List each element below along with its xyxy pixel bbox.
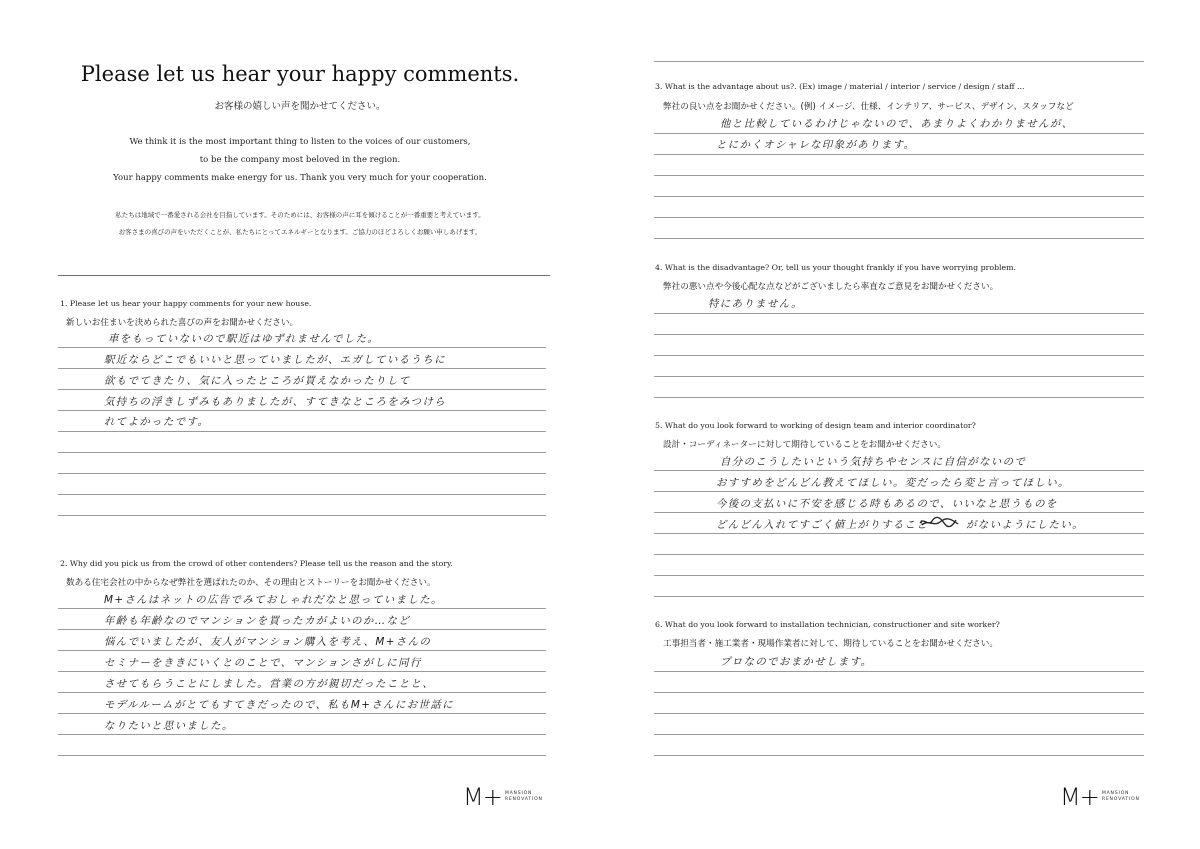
answer-line	[58, 671, 546, 672]
answer-line	[654, 596, 1144, 597]
answer-line	[654, 692, 1144, 693]
q3-answer-line: 他と比較しているわけじゃないので、あまりよくわかりませんが、	[720, 118, 1074, 130]
q3-title-jp: 弊社の良い点をお聞かせください。(例) イメージ、仕様、インテリア、サービス、デザイン、スタッフなど	[663, 102, 1074, 112]
q4-title: 4. What is the disadvantage? Or, tell us your thought frankly if you have worrying problem.	[655, 263, 1017, 272]
logo-text-line: RENOVATION	[1101, 797, 1140, 802]
answer-line	[654, 376, 1144, 377]
answer-line	[58, 368, 546, 369]
q1-answer-line: れてよかったです。	[104, 416, 210, 428]
q1-title-jp: 新しいお住まいを決められた喜びの声をお聞かせください。	[66, 318, 299, 328]
answer-line	[58, 410, 546, 411]
q5-answer-line: おすすめをどんどん教えてほしい。変だったら変と言ってほしい。	[716, 477, 1070, 489]
answer-line	[58, 629, 546, 630]
q2-answer-line: 悩んでいましたが、友人がマンション購入を考え、M+さんの	[104, 636, 432, 648]
answer-line	[654, 734, 1144, 735]
answer-line	[654, 196, 1144, 197]
q2-answer-line: M+さんはネットの広告でみておしゃれだなと思っていました。	[104, 594, 443, 606]
divider	[58, 275, 550, 276]
answer-line	[654, 217, 1144, 218]
q5-answer-line: 今後の支払いに不安を感じる時もあるので、いいなと思うものを	[716, 498, 1058, 510]
q5-title: 5. What do you look forward to working of design team and interior coordinator?	[655, 421, 976, 430]
answer-line	[654, 154, 1144, 155]
answer-line	[58, 452, 546, 453]
intro-jp-line: お客さまの喜びの声をいただくことが、私たちにとってエネルギーとなります。ご協力のほどよろしくお願い申しあげます。	[118, 228, 482, 236]
intro-jp-line: 私たちは地域で一番愛される会社を目指しています。そのためには、お客様の声に耳を傾けることが一番重要と考えています。	[115, 211, 485, 219]
page-title: Please let us hear your happy comments.	[80, 62, 520, 86]
answer-line	[654, 755, 1144, 756]
answer-line	[654, 575, 1144, 576]
q6-answer-line: プロなのでおまかせします。	[720, 656, 873, 668]
answer-line	[58, 473, 546, 474]
answer-line	[58, 713, 546, 714]
q2-answer-line: なりたいと思いました。	[104, 720, 234, 732]
answer-line	[58, 431, 546, 432]
answer-line	[58, 515, 546, 516]
company-logo	[463, 783, 543, 811]
answer-line	[654, 334, 1144, 335]
q6-title: 6. What do you look forward to installation technician, constructioner and site worker?	[655, 620, 1000, 629]
right-page	[600, 0, 1200, 849]
answer-line	[58, 494, 546, 495]
q2-title: 2. Why did you pick us from the crowd of other contenders? Please tell us the reason and the story.	[60, 559, 453, 568]
q2-answer-line: モデルルームがとてもすてきだったので、私もM+さんにお世話に	[104, 699, 454, 711]
answer-line	[654, 713, 1144, 714]
q2-answer-line: 年齢も年齢なのでマンションを買ったカがよいのか…など	[104, 615, 411, 627]
scribble-mark	[918, 515, 962, 529]
q1-answer-line: 駅近ならどこでもいいと思っていましたが、エガしているうちに	[104, 354, 446, 366]
answer-line	[654, 554, 1144, 555]
q3-answer-line: とにかくオシャレな印象があります。	[716, 139, 916, 151]
q1-title: 1. Please let us hear your happy comments for your new house.	[60, 299, 312, 308]
answer-line	[654, 397, 1144, 398]
q2-answer-line: セミナーをききにいくとのことで、マンションさがしに同行	[104, 657, 422, 669]
answer-line	[654, 512, 1144, 513]
q1-answer-line: 車をもっていないので駅近はゆずれませんでした。	[108, 333, 380, 345]
answer-line	[58, 608, 546, 609]
logo-mark: M+	[463, 783, 502, 811]
q4-title-jp: 弊社の悪い点や今後心配な点などがございましたら率直なご意見をお聞かせください。	[663, 282, 999, 292]
q3-title: 3. What is the advantage about us?. (Ex) image / material / interior / service / design / staff ...	[655, 82, 1025, 91]
q2-title-jp: 数ある住宅会社の中からなぜ弊社を選ばれたのか、その理由とストーリーをお聞かせください。	[66, 578, 436, 588]
answer-line	[654, 470, 1144, 471]
answer-line	[58, 389, 546, 390]
company-logo	[1060, 783, 1140, 811]
q4-answer-line: 特にありません。	[708, 298, 803, 310]
q2-answer-line: させてもらうことにしました。営業の方が親切だったことと、	[104, 678, 435, 690]
q5-title-jp: 設計・コーディネーターに対して期待していることをお聞かせください。	[663, 440, 946, 450]
answer-line	[58, 347, 546, 348]
answer-line	[654, 61, 1144, 62]
answer-line	[654, 238, 1144, 239]
logo-text-line: RENOVATION	[504, 797, 543, 802]
answer-line	[654, 533, 1144, 534]
answer-line	[654, 313, 1144, 314]
answer-line	[654, 175, 1144, 176]
answer-line	[58, 734, 546, 735]
q5-answer-line: どんどん入れてすごく値上がりすること	[716, 519, 929, 531]
intro-en-line: We think it is the most important thing to listen to the voices of our customers,	[129, 137, 471, 147]
answer-line	[654, 355, 1144, 356]
logo-mark: M+	[1060, 783, 1099, 811]
intro-en-line: Your happy comments make energy for us. Thank you very much for your cooperation.	[113, 173, 487, 183]
q1-answer-line: 気持ちの浮きしずみもありましたが、すてきなところをみつけら	[104, 396, 447, 408]
answer-line	[654, 491, 1144, 492]
answer-line	[654, 671, 1144, 672]
answer-line	[58, 650, 546, 651]
q1-answer-line: 欲もでてきたり、気に入ったところが買えなかったりして	[104, 375, 411, 387]
answer-line	[654, 133, 1144, 134]
q6-title-jp: 工事担当者・施工業者・現場作業者に対して、期待していることをお聞かせください。	[663, 639, 998, 649]
answer-line	[58, 755, 546, 756]
q5-answer-line: 自分のこうしたいという気持ちやセンスに自信がないので	[720, 456, 1027, 468]
answer-line	[58, 692, 546, 693]
intro-en-line: to be the company most beloved in the region.	[199, 155, 401, 165]
logo-text-line: MANSION	[504, 791, 533, 796]
page-title-jp: お客様の嬉しい声を聞かせてください。	[214, 101, 386, 112]
q5-answer-line: がないようにしたい。	[966, 519, 1084, 531]
logo-text-line: MANSION	[1101, 791, 1130, 796]
